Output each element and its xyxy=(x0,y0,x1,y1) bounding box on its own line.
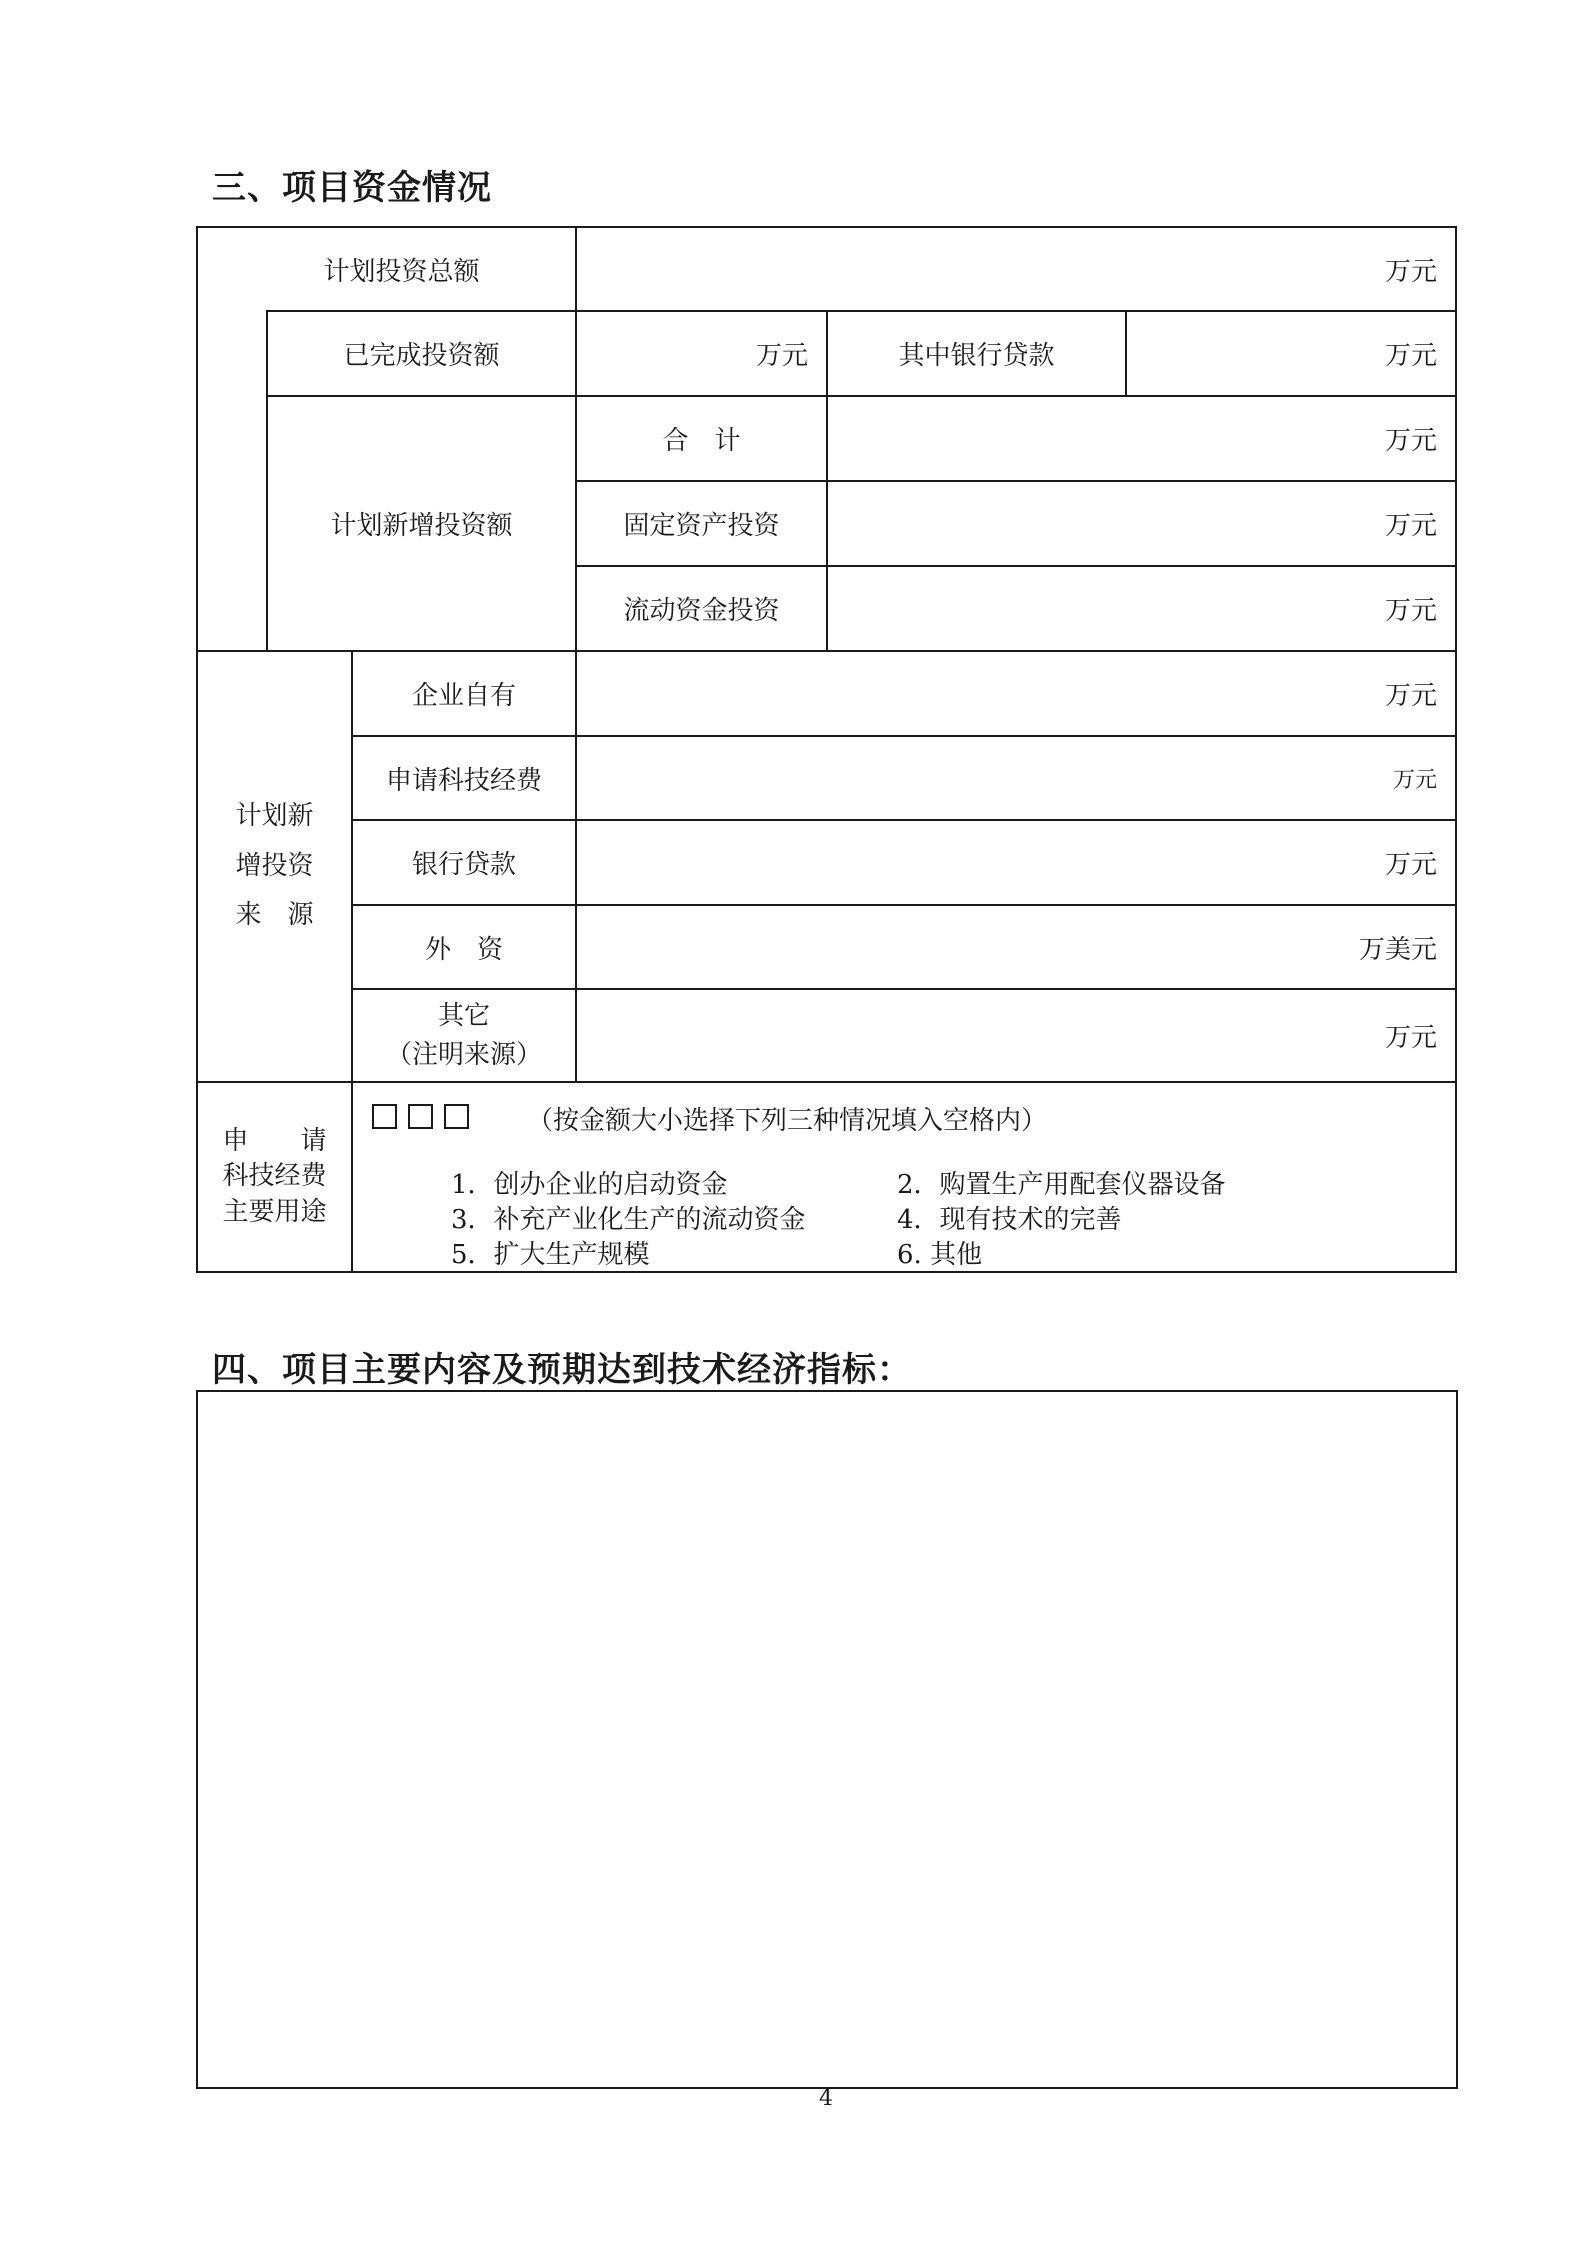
working-capital-label: 流动资金投资 xyxy=(623,596,780,626)
completed-field[interactable] xyxy=(577,312,826,395)
foreign-capital-label: 外 资 xyxy=(424,934,503,965)
working-capital-field[interactable] xyxy=(828,567,1455,650)
usage-choice-box-2[interactable] xyxy=(408,1104,433,1129)
unit-wan: 万元 xyxy=(1384,850,1437,880)
planned-total-label: 计划投资总额 xyxy=(323,256,480,287)
own-funds-label: 企业自有 xyxy=(411,681,516,711)
table-border xyxy=(1455,226,1457,1273)
section-3-heading: 三、项目资金情况 xyxy=(212,168,492,208)
bank-loan-label: 银行贷款 xyxy=(411,850,516,880)
other-source-label xyxy=(353,990,575,1081)
unit-wan: 万元 xyxy=(1384,256,1437,287)
foreign-capital-field[interactable] xyxy=(577,906,1455,988)
unit-wan: 万元 xyxy=(1384,511,1437,541)
table-rule xyxy=(196,1081,1456,1083)
usage-label-line: 主要用途 xyxy=(222,1196,327,1227)
usage-label xyxy=(198,1083,351,1271)
planned-new-total-label: 合 计 xyxy=(662,426,741,456)
planned-new-label: 计划新增投资额 xyxy=(330,511,513,541)
bank-loan-within-field[interactable] xyxy=(1127,312,1455,395)
usage-choice-boxes xyxy=(372,1104,469,1129)
usage-option-1: 1．创办企业的启动资金 xyxy=(451,1170,728,1200)
other-source-label-line: 其它 xyxy=(437,1000,490,1031)
usage-option-4: 4．现有技术的完善 xyxy=(897,1205,1122,1235)
page-number: 4 xyxy=(819,2086,833,2111)
fixed-assets-field[interactable] xyxy=(828,482,1455,565)
table-border xyxy=(196,1271,1456,1273)
unit-wan: 万元 xyxy=(755,341,808,371)
section-4-content-box[interactable] xyxy=(196,1390,1458,2089)
unit-wan: 万元 xyxy=(1384,1023,1437,1053)
planned-new-total-field[interactable] xyxy=(828,397,1455,480)
sci-tech-funds-label: 申请科技经费 xyxy=(385,765,542,796)
unit-wan: 万元 xyxy=(1384,596,1437,626)
unit-wan: 万元 xyxy=(1384,341,1437,371)
other-source-label-line: （注明来源） xyxy=(385,1039,542,1070)
completed-label: 已完成投资额 xyxy=(343,341,500,371)
planned-total-field[interactable] xyxy=(577,228,1455,310)
bank-loan-within-label: 其中银行贷款 xyxy=(898,341,1055,371)
usage-option-6: 6. 其他 xyxy=(897,1240,983,1270)
usage-option-5: 5．扩大生产规模 xyxy=(451,1240,650,1270)
sources-label-line: 计划新 xyxy=(235,801,314,832)
usage-instruction: （按金额大小选择下列三种情况填入空格内） xyxy=(527,1106,1048,1136)
usage-label-line: 申 请 xyxy=(222,1126,327,1157)
section-4-heading: 四、项目主要内容及预期达到技术经济指标： xyxy=(212,1350,912,1390)
fixed-assets-label: 固定资产投资 xyxy=(623,511,780,541)
bank-loan-field[interactable] xyxy=(577,821,1455,904)
usage-choice-box-3[interactable] xyxy=(444,1104,469,1129)
usage-option-2: 2．购置生产用配套仪器设备 xyxy=(897,1170,1226,1200)
unit-wan: 万元 xyxy=(1384,426,1437,456)
usage-label-line: 科技经费 xyxy=(222,1161,327,1192)
unit-wan: 万元 xyxy=(1392,767,1437,793)
sources-label-line: 增投资 xyxy=(235,850,314,881)
sources-label-line: 来 源 xyxy=(235,900,314,931)
other-source-field[interactable] xyxy=(577,990,1455,1081)
unit-wan: 万元 xyxy=(1384,681,1437,711)
unit-wan-usd: 万美元 xyxy=(1358,934,1437,965)
usage-option-3: 3．补充产业化生产的流动资金 xyxy=(451,1205,806,1235)
sci-tech-funds-field[interactable] xyxy=(577,737,1455,819)
sources-label xyxy=(198,652,351,1081)
usage-choice-box-1[interactable] xyxy=(372,1104,397,1129)
own-funds-field[interactable] xyxy=(577,652,1455,735)
